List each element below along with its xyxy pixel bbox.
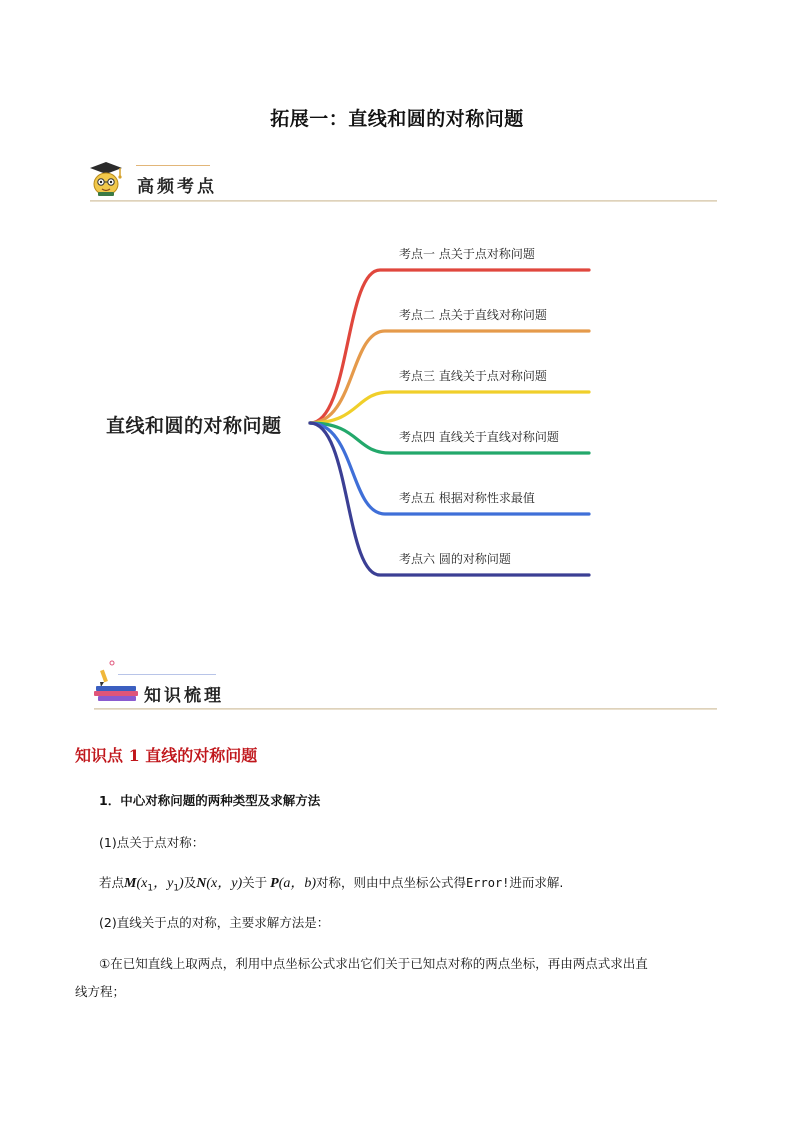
subscript: 1 — [173, 883, 180, 894]
para-line-about-point: (2)直线关于点的对称，主要求解方法是： — [99, 915, 330, 930]
var-P: P — [270, 876, 279, 891]
section-heading-high-frequency: 高频考点 — [137, 177, 217, 197]
section2-divider — [94, 708, 717, 710]
mindmap-branch-6: 考点六 圆的对称问题 — [399, 552, 511, 566]
text-segment: 关于 — [242, 875, 268, 890]
text-segment: 若点 — [99, 875, 125, 890]
knowledge-point-title: 知识点 1 直线的对称问题 — [75, 746, 258, 765]
page-title: 拓展一：直线和圆的对称问题 — [270, 108, 524, 130]
M-coords-mid: ，y — [153, 876, 174, 891]
subscript: 1 — [147, 883, 154, 894]
text-segment: 对称，则由中点坐标公式得 — [316, 875, 467, 890]
branch-line-3 — [310, 392, 589, 423]
mindmap-branch-2: 考点二 点关于直线对称问题 — [399, 308, 547, 322]
mindmap-branch-3: 考点三 直线关于点对称问题 — [399, 369, 547, 383]
mindmap-branch-5: 考点五 根据对称性求最值 — [399, 491, 535, 505]
text-segment: 进而求解. — [509, 875, 564, 890]
text-segment: 及 — [183, 875, 197, 890]
branch-line-1 — [310, 270, 589, 423]
N-coords: (x，y) — [206, 876, 243, 891]
var-N: N — [196, 876, 207, 891]
mindmap-root: 直线和圆的对称问题 — [106, 415, 282, 437]
para-point-about-point: (1)点关于点对称： — [99, 835, 205, 850]
M-coords-close: ) — [179, 876, 184, 891]
para-heading-center-symmetry: 1．中心对称问题的两种类型及求解方法 — [99, 793, 321, 808]
para-method-line2: 线方程； — [75, 984, 126, 999]
P-coords: (a，b) — [278, 876, 317, 891]
M-coords: (x — [136, 876, 148, 891]
books-pencil-icon — [92, 660, 142, 704]
para-method-line1: ①在已知直线上取两点，利用中点坐标公式求出它们关于已知点对称的两点坐标，再由两点式求出直 — [99, 956, 648, 971]
mindmap-branch-1: 考点一 点关于点对称问题 — [399, 247, 535, 261]
para-midpoint-formula — [99, 874, 563, 898]
var-M: M — [124, 876, 137, 891]
error-field: Error! — [466, 876, 510, 890]
section-heading-knowledge: 知识梳理 — [144, 686, 224, 706]
section2-accent-line — [118, 674, 216, 675]
mindmap-branch-4: 考点四 直线关于直线对称问题 — [399, 430, 559, 444]
